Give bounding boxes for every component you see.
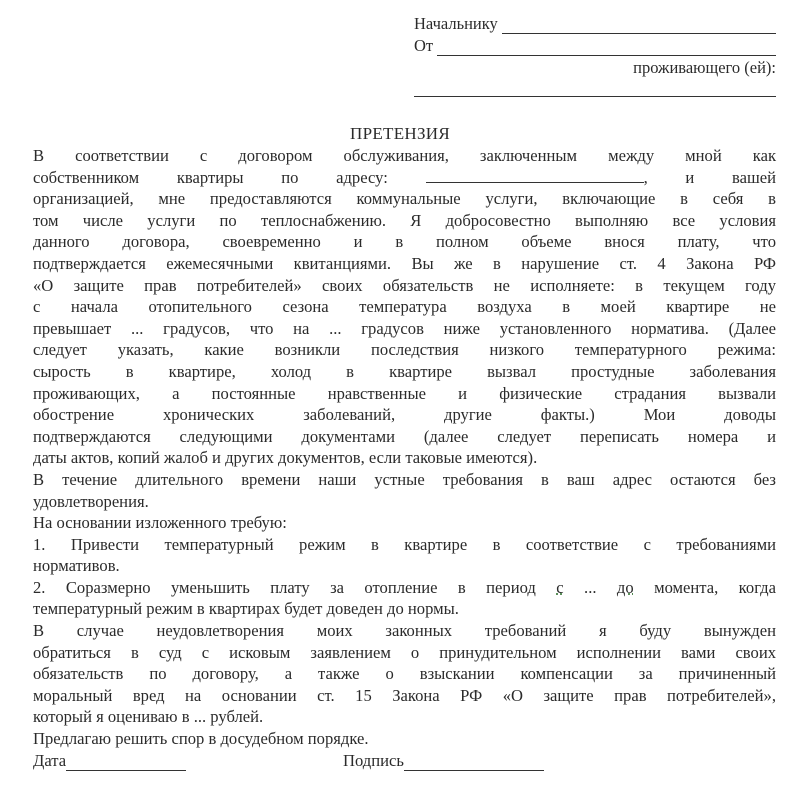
closing-line: Предлагаю решить спор в досудебном порядке. xyxy=(33,729,369,749)
address-tail: , и вашей xyxy=(643,167,776,187)
date-blank-field[interactable] xyxy=(66,756,186,771)
to-label: Начальнику xyxy=(414,14,498,33)
residing-row xyxy=(414,56,776,78)
to-row xyxy=(414,12,776,34)
body-line: с начала отопительного сезона температура воздуха в моей квартире не xyxy=(33,297,776,317)
body-line: превышает ... градусов, что на ... градусов ниже установленного норматива. (Далее xyxy=(33,318,776,338)
demand-intro: На основании изложенного требую: xyxy=(33,513,287,533)
item2-ellipsis: ... xyxy=(563,577,617,597)
from-word: с xyxy=(556,577,564,597)
to-blank-field[interactable] xyxy=(502,18,776,34)
body-line: том числе услуги по теплоснабжению. Я добросовестно выполняю все условия xyxy=(33,210,776,230)
body-line: сырость в квартире, холод в квартире вызвал простудные заболевания xyxy=(33,361,776,381)
address-blank-field[interactable] xyxy=(414,78,776,97)
date-field-group xyxy=(33,750,343,772)
body-line: следует указать, какие возникли последствия низкого температурного режима: xyxy=(33,340,776,360)
body-line: организацией, мне предоставляются коммунальные услуги, включающие в себя в xyxy=(33,189,776,209)
item2-text: 2. Соразмерно уменьшить плату за отопление в период xyxy=(33,577,557,597)
body-line: обязательств по договору, а также о взыскании компенсации за причиненный xyxy=(33,664,776,684)
from-blank-field[interactable] xyxy=(437,40,776,56)
body-line: обратиться в суд с исковым заявлением о принудительном исполнении вами своих xyxy=(33,642,776,662)
signature-blank-field[interactable] xyxy=(404,756,544,771)
date-label: Дата xyxy=(33,750,67,770)
signature-field-group xyxy=(343,750,544,772)
demand-item-2 xyxy=(33,577,776,599)
body-line: подтверждается ежемесячными квитанциями. Вы же в нарушение ст. 4 Закона РФ xyxy=(33,253,776,273)
body-line: «О защите прав потребителей» своих обязательств не исполняете: в текущем году xyxy=(33,275,776,295)
body-line: даты актов, копий жалоб и других документов, если таковые имеются). xyxy=(33,448,538,468)
to-word: до xyxy=(616,577,634,597)
body-line: В соответствии с договором обслуживания, заключенным между мной как xyxy=(33,146,776,165)
demand-item-2-cont: температурный режим в квартирах будет доведен до нормы. xyxy=(33,599,459,619)
residing-label: проживающего (ей): xyxy=(633,58,776,77)
demand-item-1-cont: нормативов. xyxy=(33,556,120,576)
body-line: моральный вред на основании ст. 15 Закона РФ «О защите прав потребителей», xyxy=(33,685,776,705)
body-line: В случае неудовлетворения моих законных требований я буду вынужден xyxy=(33,621,776,641)
document-title: ПРЕТЕНЗИЯ xyxy=(350,124,450,143)
demand-item-1: 1. Привести температурный режим в квартире в соответствие с требованиями xyxy=(33,534,776,554)
item2-tail: момента, когда xyxy=(633,577,776,597)
addressee-block xyxy=(414,12,776,97)
from-row xyxy=(414,34,776,56)
signature-row xyxy=(33,750,776,772)
body-line-address xyxy=(33,167,776,189)
address-label: собственником квартиры по адресу: xyxy=(33,167,388,187)
signature-label: Подпись xyxy=(343,750,404,770)
document-body xyxy=(33,145,776,771)
body-line: В течение длительного времени наши устные требования в ваш адрес остаются без xyxy=(33,469,776,489)
body-line: удовлетворения. xyxy=(33,491,149,511)
body-line: обострение хронических заболеваний, другие факты.) Мои доводы xyxy=(33,405,776,425)
body-line: проживающих, а постоянные нравственные и физические страдания вызвали xyxy=(33,383,776,403)
body-line: который я оцениваю в ... рублей. xyxy=(33,707,264,727)
body-line: данного договора, своевременно и в полном объеме внося плату, что xyxy=(33,232,776,252)
body-line: подтверждаются следующими документами (далее следует переписать номера и xyxy=(33,426,776,446)
address-blank[interactable] xyxy=(426,168,644,183)
from-label: От xyxy=(414,36,434,55)
